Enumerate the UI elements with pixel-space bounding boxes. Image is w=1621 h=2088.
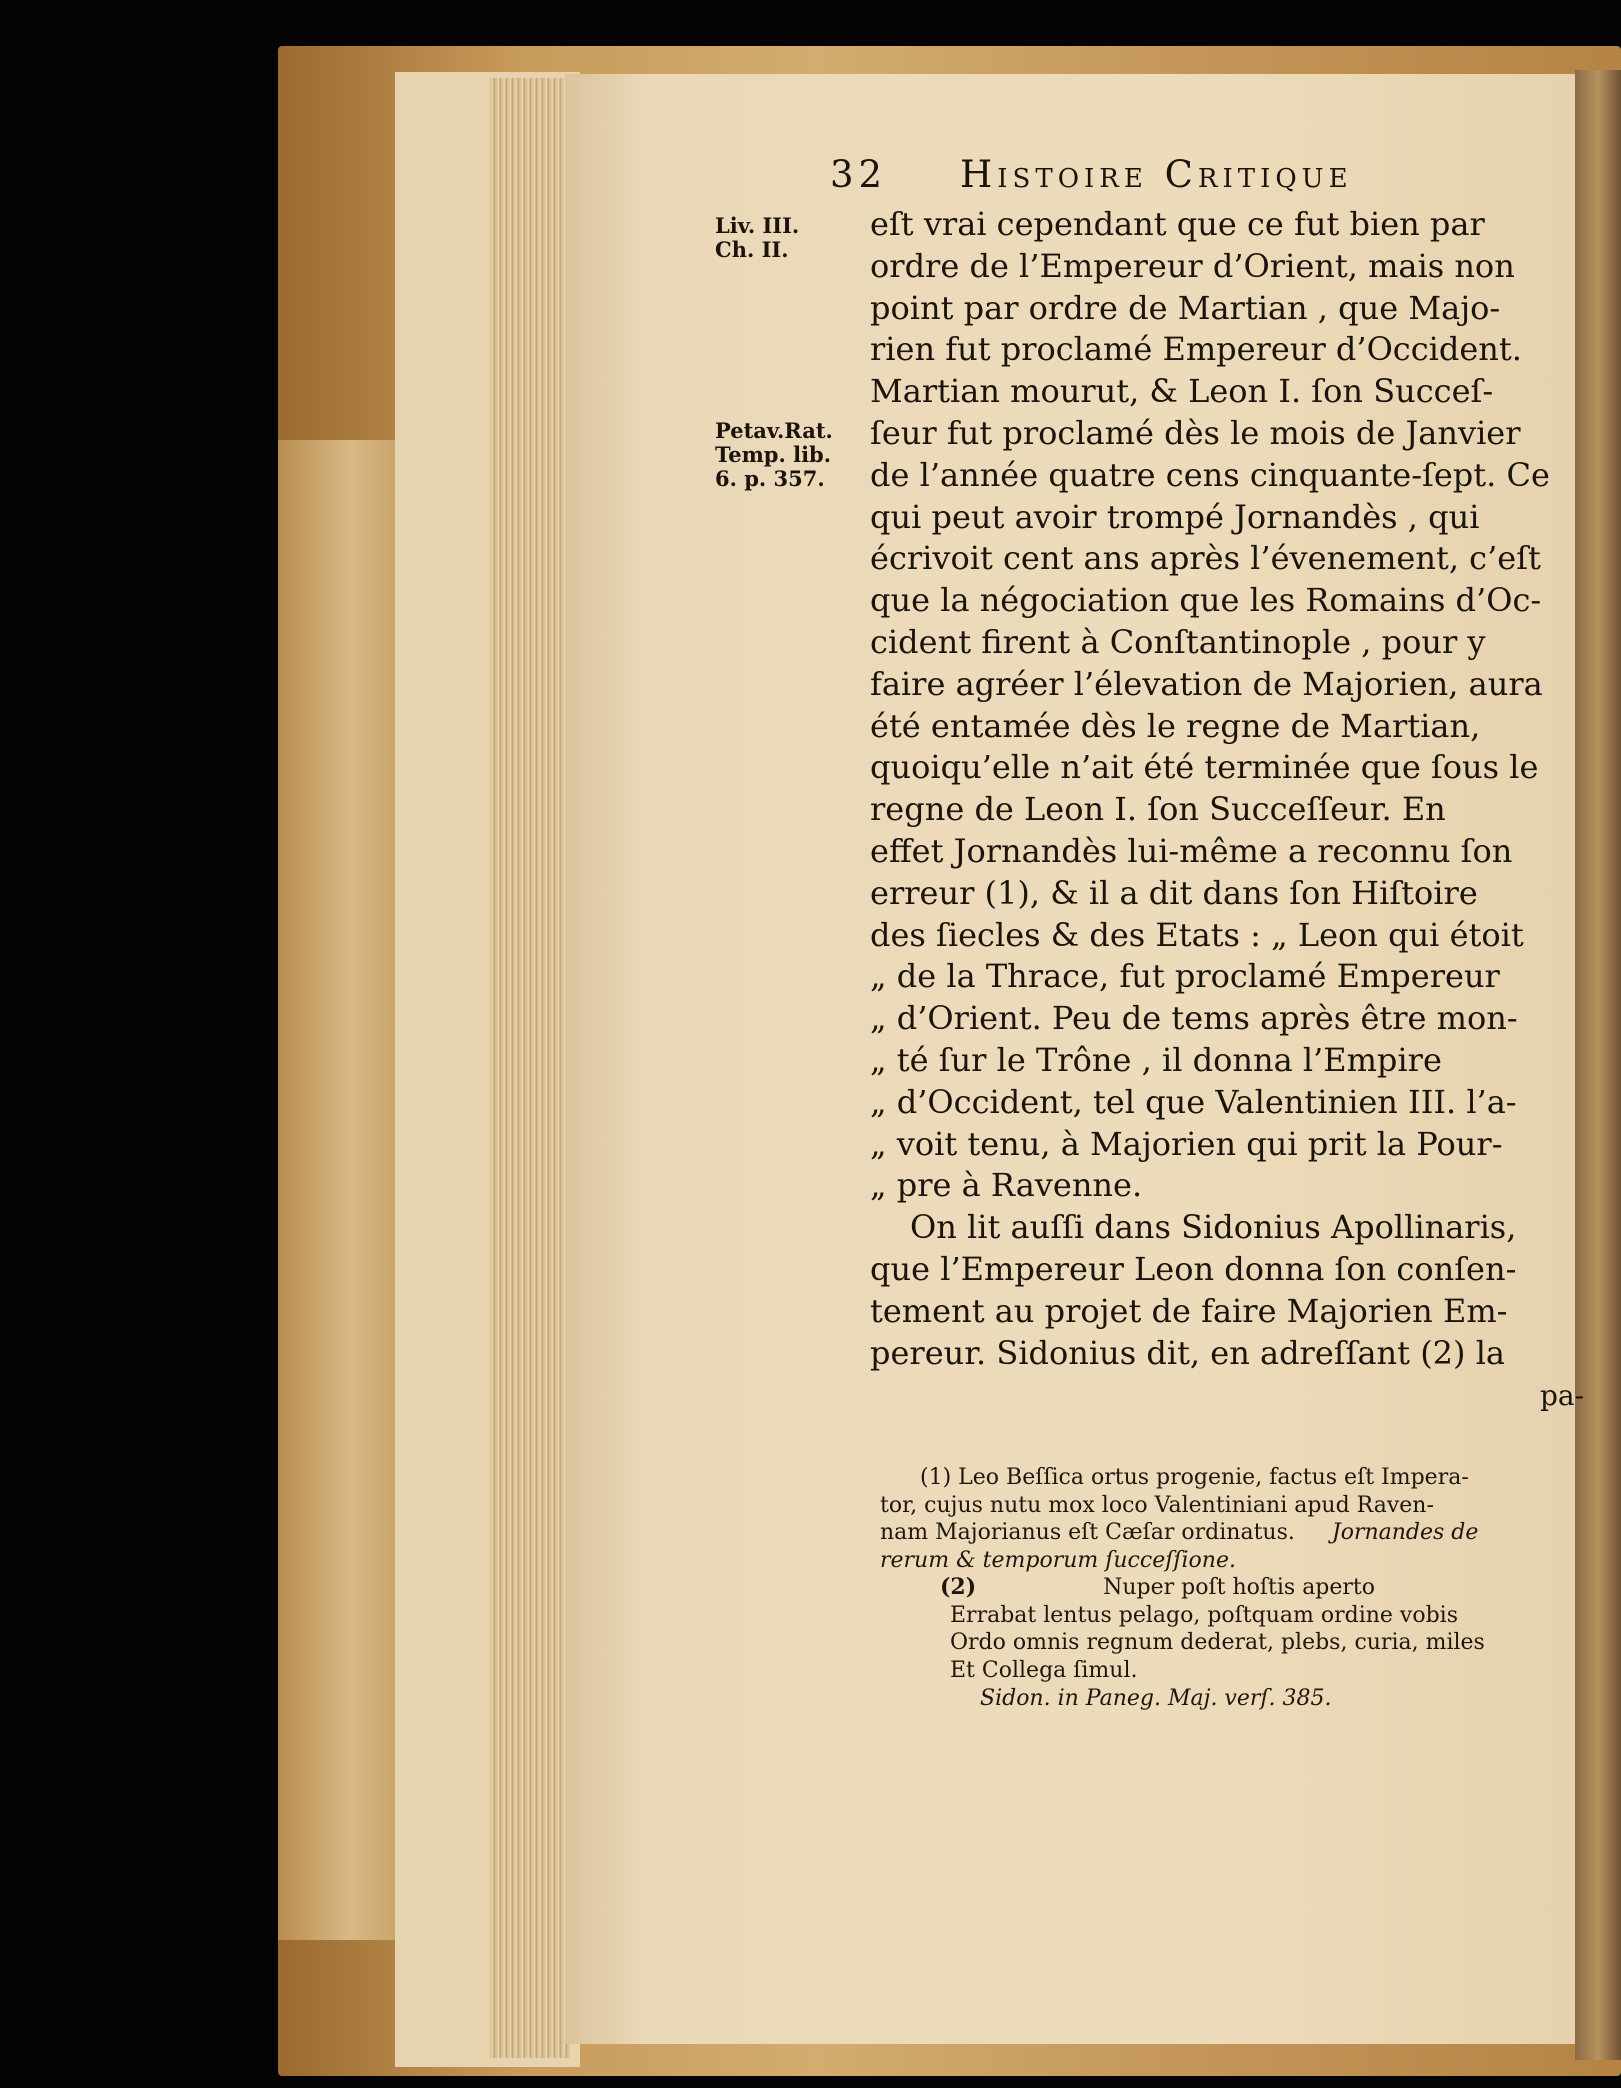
text-line: des ſiecles & des Etats : „ Leon qui étoit	[870, 915, 1524, 954]
footnote-line: rerum & temporum ſucceſſione.	[880, 1547, 1236, 1573]
verse-line: Ordo omnis regnum dederat, plebs, curia, miles	[950, 1630, 1485, 1655]
text-line: que la négociation que les Romains d’Oc-	[870, 581, 1542, 620]
text-line: ſeur fut proclamé dès le mois de Janvier	[870, 413, 1521, 452]
text-line: point par ordre de Martian , que Majo-	[870, 288, 1501, 327]
text-line: que l’Empereur Leon donna ſon conſen-	[870, 1249, 1517, 1288]
verse-line: Errabat lentus pelago, poſtquam ordine vobis	[950, 1602, 1459, 1628]
text-line: écrivoit cent ans après l’évenement, c’eſt	[870, 539, 1541, 578]
text-line: „ d’Orient. Peu de tems après être mon-	[870, 999, 1518, 1038]
text-line: On lit auſſi dans Sidonius Apollinaris,	[910, 1208, 1517, 1247]
footnote-source: Jornandes de	[1331, 1520, 1479, 1545]
text-line: „ voit tenu, à Majorien qui prit la Pour-	[870, 1124, 1503, 1163]
margin-note-line: Liv. III.	[715, 213, 800, 238]
verse-line: Nuper poſt hoſtis aperto	[1103, 1575, 1376, 1600]
text-line: pereur. Sidonius dit, en adreſſant (2) la	[870, 1333, 1505, 1372]
text-line: „ de la Thrace, fut proclamé Empereur	[870, 957, 1500, 996]
page-number: 32	[830, 153, 888, 196]
margin-note-reference	[715, 419, 845, 491]
main-text	[870, 204, 1572, 1374]
text-line: „ d’Occident, tel que Valentinien III. l’a-	[870, 1082, 1517, 1121]
text-line: tement au projet de faire Majorien Em-	[870, 1291, 1508, 1330]
margin-note-line: Petav.Rat.	[715, 418, 833, 443]
text-line: regne de Leon I. ſon Succeſſeur. En	[870, 790, 1446, 829]
footnote-line: tor, cujus nutu mox loco Valentiniani apud Raven-	[880, 1492, 1434, 1518]
text-line: eſt vrai cependant que ce fut bien par	[870, 205, 1485, 243]
footnote-line: (1) Leo Beſſica ortus progenie, factus eſt Impera-	[920, 1465, 1469, 1490]
text-line: erreur (1), & il a dit dans ſon Hiſtoire	[870, 873, 1478, 912]
footnote-line	[880, 1519, 1570, 1547]
footnotes	[880, 1464, 1570, 1714]
verse-citation: Sidon. in Paneg. Maj. verſ. 385.	[980, 1686, 1332, 1711]
text-line: effet Jornandès lui-même a reconnu ſon	[870, 831, 1513, 870]
footnote-text: nam Majorianus eſt Cæſar ordinatus.	[880, 1520, 1295, 1545]
text-line: faire agréer l’élevation de Majorien, aura	[870, 664, 1543, 703]
cover-fold	[278, 440, 398, 1940]
running-title: Histoire Critique	[960, 153, 1353, 196]
footnote-verse-first	[880, 1574, 1570, 1602]
margin-note-line: 6. p. 357.	[715, 466, 825, 491]
text-line: Martian mourut, & Leon I. ſon Succeſ-	[870, 372, 1494, 411]
catchword: pa-	[1540, 1379, 1585, 1412]
margin-note-book-chapter	[715, 214, 845, 262]
text-line: „ té ſur le Trône , il donna l’Empire	[870, 1040, 1442, 1079]
text-line: de l’année quatre cens cinquante-ſept. Ce	[870, 455, 1550, 494]
facing-page-edge	[1575, 70, 1621, 2060]
margin-note-line: Ch. II.	[715, 237, 789, 262]
running-head	[830, 153, 1550, 201]
text-line: „ pre à Ravenne.	[870, 1166, 1143, 1205]
page-edges	[490, 78, 570, 2058]
text-line: cident firent à Conſtantinople , pour y	[870, 622, 1486, 661]
text-line: rien fut proclamé Empereur d’Occident.	[870, 330, 1522, 369]
text-line: qui peut avoir trompé Jornandès , qui	[870, 497, 1480, 536]
text-line: été entamée dès le regne de Martian,	[870, 706, 1481, 745]
margin-note-line: Temp. lib.	[715, 442, 832, 467]
book-page	[565, 74, 1585, 2044]
text-line: quoiqu’elle n’ait été terminée que ſous le	[870, 748, 1539, 787]
verse-line: Et Collega ſimul.	[950, 1657, 1138, 1683]
footnote-marker: (2)	[940, 1574, 977, 1600]
text-line: ordre de l’Empereur d’Orient, mais non	[870, 246, 1515, 285]
